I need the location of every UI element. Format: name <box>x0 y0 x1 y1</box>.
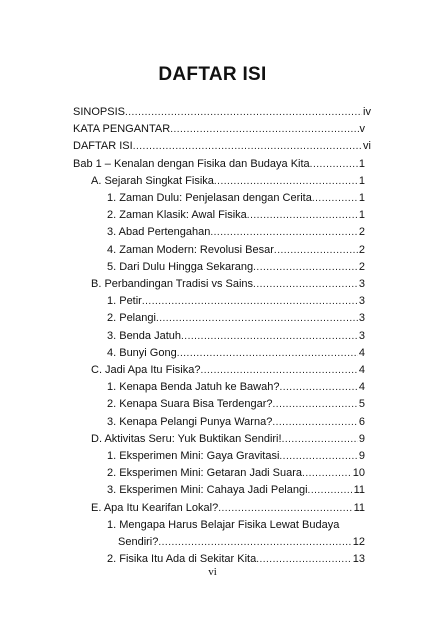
toc-entry[interactable] <box>107 398 365 411</box>
toc-page-number: 3 <box>358 312 365 325</box>
toc-entry[interactable] <box>107 381 365 394</box>
toc-page-number: 6 <box>358 415 365 428</box>
toc-entry[interactable] <box>107 450 365 463</box>
dot-leader <box>181 330 358 343</box>
dot-leader <box>312 192 358 205</box>
toc-entry-label: 1. Petir <box>107 295 142 308</box>
dot-leader <box>302 467 352 480</box>
toc-entry[interactable] <box>73 140 371 153</box>
dot-leader <box>133 140 362 153</box>
dot-leader <box>214 175 358 188</box>
toc-page-number: 9 <box>358 450 365 462</box>
toc-entry-label: B. Perbandingan Tradisi vs Sains <box>91 278 254 290</box>
toc-entry-label: A. Sejarah Singkat Fisika <box>91 174 214 187</box>
toc-entry[interactable] <box>107 416 365 429</box>
toc-page-number: v <box>359 123 365 136</box>
dot-leader <box>170 123 358 136</box>
toc-entry[interactable] <box>107 192 365 205</box>
toc-entry-label: 2. Fisika Itu Ada di Sekitar Kita <box>107 553 257 566</box>
toc-page-number: 9 <box>358 432 365 445</box>
toc-page-number: 1 <box>358 174 365 187</box>
toc-entry-label: 2. Kenapa Suara Bisa Terdengar? <box>107 398 273 411</box>
toc-entry-label-line1[interactable]: 1. Mengapa Harus Belajar Fisika Lewat Budaya <box>107 518 340 531</box>
toc-entry-label: 1. Kenapa Benda Jatuh ke Bawah? <box>107 381 280 394</box>
dot-leader <box>279 450 357 463</box>
toc-entry-label: Sendiri? <box>118 536 159 548</box>
toc-entry[interactable] <box>107 244 365 257</box>
toc-entry[interactable] <box>107 209 365 222</box>
toc-entry-label: 2. Pelangi <box>107 312 156 325</box>
dot-leader <box>142 295 358 308</box>
page-title: DAFTAR ISI <box>158 64 267 85</box>
toc-page-number: 1 <box>358 192 365 204</box>
toc-entry[interactable] <box>91 364 365 377</box>
toc-entry-label: Bab 1 – Kenalan dengan Fisika dan Budaya Kita <box>73 157 310 170</box>
toc-page-number: 2 <box>358 226 365 239</box>
toc-entry[interactable] <box>107 347 365 360</box>
toc-page-number: 10 <box>352 467 365 480</box>
toc-page-number: 3 <box>358 329 365 342</box>
toc-entry[interactable] <box>107 484 365 497</box>
toc-entry[interactable] <box>107 330 365 343</box>
toc-entry[interactable] <box>73 158 365 171</box>
toc-entry[interactable] <box>107 261 365 274</box>
toc-entry-label: 2. Zaman Klasik: Awal Fisika <box>107 209 247 222</box>
toc-entry-label: 3. Abad Pertengahan <box>107 226 211 239</box>
dot-leader <box>156 312 358 325</box>
dot-leader <box>253 261 358 274</box>
toc-page-number: 2 <box>358 243 365 256</box>
toc-page-number: iv <box>363 106 371 118</box>
toc-entry-label: 3. Benda Jatuh <box>107 329 182 342</box>
toc-entry-label: SINOPSIS <box>73 106 125 118</box>
dot-leader <box>272 416 358 429</box>
toc-entry[interactable] <box>73 106 371 119</box>
toc-page-number: 1 <box>358 209 365 222</box>
toc-entry-label: 1. Eksperimen Mini: Gaya Gravitasi <box>107 450 280 462</box>
dot-leader <box>158 536 351 549</box>
toc-entry-label: 4. Zaman Modern: Revolusi Besar <box>107 243 274 256</box>
page-number-footer: vi <box>208 566 217 578</box>
toc-page-number: 5 <box>358 398 365 411</box>
toc-entry-label: DAFTAR ISI <box>73 140 133 153</box>
toc-entry-label: D. Aktivitas Seru: Yuk Buktikan Sendiri! <box>91 432 282 445</box>
toc-page-number: 12 <box>352 536 365 548</box>
toc-entry[interactable] <box>118 536 365 549</box>
dot-leader <box>210 226 358 239</box>
dot-leader <box>200 364 357 377</box>
dot-leader <box>279 381 357 394</box>
toc-page-number: 1 <box>358 157 365 170</box>
toc-entry-label: 2. Eksperimen Mini: Getaran Jadi Suara <box>107 467 303 480</box>
toc-entry-label: 4. Bunyi Gong <box>107 346 177 359</box>
toc-entry-label: 1. Zaman Dulu: Penjelasan dengan Cerita <box>107 192 312 204</box>
toc-page-number: 4 <box>358 346 365 359</box>
toc-entry-label: 3. Eksperimen Mini: Cahaya Jadi Pelangi <box>107 484 308 497</box>
dot-leader <box>282 433 358 446</box>
dot-leader <box>308 484 353 497</box>
toc-page-number: 4 <box>358 381 365 394</box>
toc-page-number: vi <box>363 140 371 153</box>
toc-entry[interactable] <box>107 553 365 566</box>
toc-entry-label: C. Jadi Apa Itu Fisika? <box>91 364 201 376</box>
dot-leader <box>273 398 358 411</box>
dot-leader <box>177 347 358 360</box>
dot-leader <box>274 244 358 257</box>
dot-leader <box>125 106 362 119</box>
toc-entry-label: 5. Dari Dulu Hingga Sekarang <box>107 260 254 273</box>
dot-leader <box>310 158 358 171</box>
toc-page-number: 11 <box>353 501 365 514</box>
toc-entry[interactable] <box>107 226 365 239</box>
toc-entry[interactable] <box>91 502 365 515</box>
toc-entry-label: 3. Kenapa Pelangi Punya Warna? <box>107 415 273 428</box>
toc-entry[interactable] <box>91 278 365 291</box>
toc-page-number: 11 <box>353 484 365 497</box>
toc-entry[interactable] <box>91 433 365 446</box>
dot-leader <box>247 209 358 222</box>
toc-page-number: 13 <box>352 553 365 566</box>
toc-entry[interactable] <box>73 123 365 136</box>
toc-page-number: 3 <box>358 295 365 308</box>
toc-entry[interactable] <box>107 312 365 325</box>
dot-leader <box>218 502 352 515</box>
toc-page-number: 4 <box>358 364 365 376</box>
toc-entry-label: E. Apa Itu Kearifan Lokal? <box>91 501 219 514</box>
toc-entry[interactable] <box>107 467 365 480</box>
toc-page-number: 3 <box>358 278 365 290</box>
toc-entry-label: KATA PENGANTAR <box>73 123 171 136</box>
toc-entry[interactable] <box>91 175 365 188</box>
toc-page-number: 2 <box>358 260 365 273</box>
toc-entry[interactable] <box>107 295 365 308</box>
dot-leader <box>256 553 352 566</box>
dot-leader <box>253 278 358 291</box>
